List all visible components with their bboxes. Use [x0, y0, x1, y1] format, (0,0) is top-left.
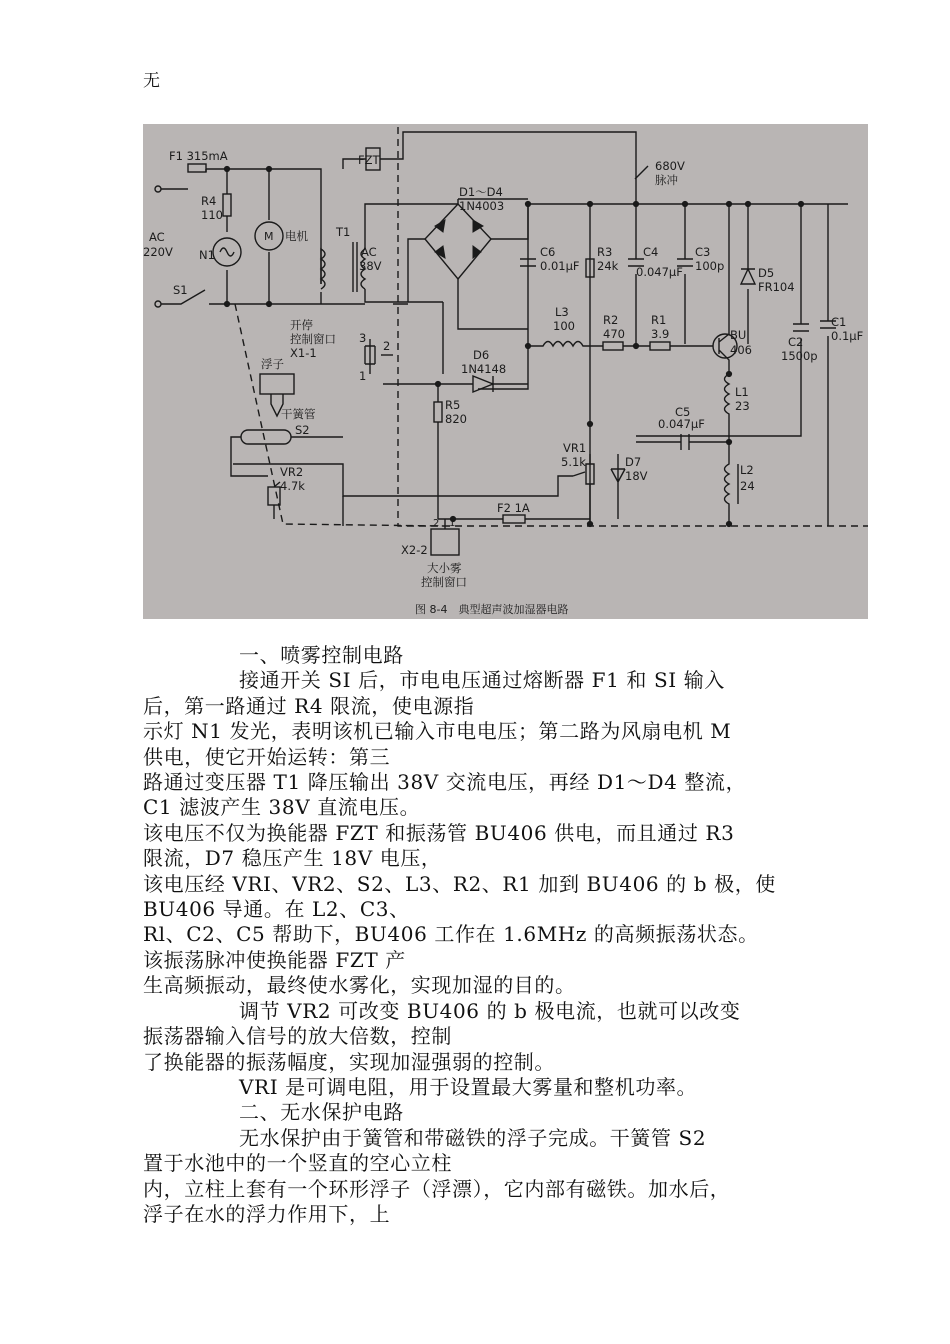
- label-float: 浮子: [261, 357, 284, 371]
- paragraph-line: 该电压不仅为换能器 FZT 和振荡管 BU406 供电，而且通过 R3: [143, 820, 735, 845]
- label-d7: D7: [625, 455, 642, 469]
- label-c5: C5: [675, 405, 691, 419]
- label-pulse-v: 680V: [655, 159, 685, 173]
- paragraph-line: C1 滤波产生 38V 直流电压。: [143, 795, 421, 820]
- paragraph-line: 振荡器输入信号的放大倍数，控制: [143, 1024, 452, 1049]
- paragraph-line: VRI 是可调电阻，用于设置最大雾量和整机功率。: [239, 1074, 698, 1099]
- label-mist1: 大小雾: [427, 561, 462, 575]
- label-ac38: AC: [361, 245, 377, 259]
- label-l2: L2: [740, 463, 754, 477]
- paragraph-line: 了换能器的振荡幅度，实现加湿强弱的控制。: [143, 1049, 555, 1074]
- paragraph-line: Rl、C2、C5 帮助下，BU406 工作在 1.6MHz 的高频振荡状态。: [143, 922, 759, 947]
- label-pulse: 脉冲: [655, 173, 678, 187]
- label-c6: C6: [540, 245, 556, 259]
- label-switch-window2: 控制窗口: [290, 332, 336, 346]
- label-c3-val: 100p: [695, 259, 725, 273]
- label-vr2: VR2: [280, 465, 304, 479]
- label-r3-val: 24k: [597, 259, 619, 273]
- label-c4-val: 0.047μF: [636, 265, 683, 279]
- label-c6-val: 0.01μF: [540, 259, 580, 273]
- label-c3: C3: [695, 245, 711, 259]
- paragraph-line: 后，第一路通过 R4 限流，使电源指: [143, 693, 475, 718]
- label-v38: 38V: [359, 259, 382, 273]
- label-r1-val: 3.9: [651, 327, 670, 341]
- label-s1: S1: [173, 283, 188, 297]
- label-vr1-val: 5.1k: [561, 455, 586, 469]
- label-mist2: 控制窗口: [421, 575, 467, 589]
- paragraph-line: 内，立柱上套有一个环形浮子（浮漂），它内部有磁铁。加水后，: [143, 1176, 731, 1201]
- label-r5-val: 820: [445, 412, 467, 426]
- circuit-figure: [143, 124, 868, 619]
- paragraph-line: 置于水池中的一个竖直的空心立柱: [143, 1151, 452, 1176]
- label-d7-val: 18V: [625, 469, 648, 483]
- label-motor: 电机: [285, 229, 308, 243]
- label-l3: L3: [555, 305, 569, 319]
- paragraph-line: 限流，D7 稳压产生 18V 电压，: [143, 846, 442, 871]
- label-vr2-val: 4.7k: [280, 479, 305, 493]
- label-vr1: VR1: [563, 441, 587, 455]
- label-n1: N1: [199, 248, 215, 262]
- body-text: [143, 643, 823, 1227]
- label-x22: X2-2: [401, 543, 428, 557]
- paragraph-line: 供电，使它开始运转：第三: [143, 744, 391, 769]
- label-d5-type: FR104: [758, 280, 795, 294]
- label-l2-val: 24: [740, 479, 755, 493]
- section-heading-1: 一、喷雾控制电路: [239, 643, 404, 667]
- label-ac: AC: [149, 230, 165, 244]
- paragraph-line: 示灯 N1 发光，表明该机已输入市电电压；第二路为风扇电机 M: [143, 719, 732, 744]
- label-r4-val: 110: [201, 208, 223, 222]
- label-bu-val: 406: [730, 343, 752, 357]
- figure-caption: 图 8-4 典型超声波加湿器电路: [415, 603, 569, 616]
- paragraph-line: 浮子在水的浮力作用下，上: [143, 1201, 391, 1226]
- label-r3: R3: [597, 245, 613, 259]
- label-pin1: 1: [359, 369, 367, 383]
- label-c2: C2: [788, 335, 804, 349]
- label-d1d4-type: 1N4003: [459, 199, 505, 213]
- label-c1: C1: [831, 315, 847, 329]
- label-pin2: 2: [383, 339, 391, 353]
- label-c4: C4: [643, 245, 659, 259]
- page-header: 无: [143, 71, 160, 91]
- label-r2: R2: [603, 313, 619, 327]
- label-bu: BU: [730, 328, 747, 342]
- label-d1d4: D1～D4: [459, 185, 503, 199]
- label-l3-val: 100: [553, 319, 575, 333]
- circuit-diagram: [143, 124, 868, 619]
- paragraph-line: 接通开关 SI 后，市电电压通过熔断器 F1 和 SI 输入: [239, 668, 725, 693]
- paragraph-line: 生高频振动，最终使水雾化，实现加湿的目的。: [143, 973, 576, 998]
- label-fzt: FZT: [358, 153, 380, 167]
- label-x22-pin2: 2: [433, 518, 440, 529]
- label-f2: F2 1A: [497, 501, 530, 515]
- paragraph-line: 无水保护由于簧管和带磁铁的浮子完成。干簧管 S2: [239, 1125, 707, 1150]
- label-c1-val: 0.1μF: [831, 329, 864, 343]
- label-c2-val: 1500p: [781, 349, 818, 363]
- label-switch-window1: 开停: [290, 318, 313, 332]
- paragraph-line: 路通过变压器 T1 降压输出 38V 交流电压，再经 D1～D4 整流，: [143, 770, 747, 795]
- paragraph-line: 调节 VR2 可改变 BU406 的 b 极电流，也就可以改变: [239, 998, 741, 1023]
- paragraph-line: 该振荡脉冲使换能器 FZT 产: [143, 947, 406, 972]
- label-r1: R1: [651, 313, 667, 327]
- label-pin3: 3: [359, 331, 367, 345]
- paragraph-line: 该电压经 VRI、VR2、S2、L3、R2、R1 加到 BU406 的 b 极，使: [143, 871, 776, 896]
- label-d6-type: 1N4148: [461, 362, 507, 376]
- label-r5: R5: [445, 398, 461, 412]
- label-motor-m: M: [264, 230, 274, 243]
- label-d5: D5: [758, 266, 775, 280]
- label-d6: D6: [473, 348, 490, 362]
- label-t1: T1: [336, 225, 351, 239]
- label-reed: 干簧管: [281, 407, 316, 421]
- label-ac-v: 220V: [143, 245, 173, 259]
- label-r4: R4: [201, 194, 217, 208]
- paragraph-line: BU406 导通。在 L2、C3、: [143, 897, 410, 922]
- label-f1: F1 315mA: [169, 149, 228, 163]
- label-l1: L1: [735, 385, 749, 399]
- label-x11: X1-1: [290, 346, 317, 360]
- label-l1-val: 23: [735, 399, 750, 413]
- label-x22-pin1: 1: [449, 518, 456, 529]
- label-r2-val: 470: [603, 327, 625, 341]
- label-c5-val: 0.047μF: [658, 417, 705, 431]
- label-s2: S2: [295, 423, 310, 437]
- section-heading-2: 二、无水保护电路: [239, 1100, 404, 1125]
